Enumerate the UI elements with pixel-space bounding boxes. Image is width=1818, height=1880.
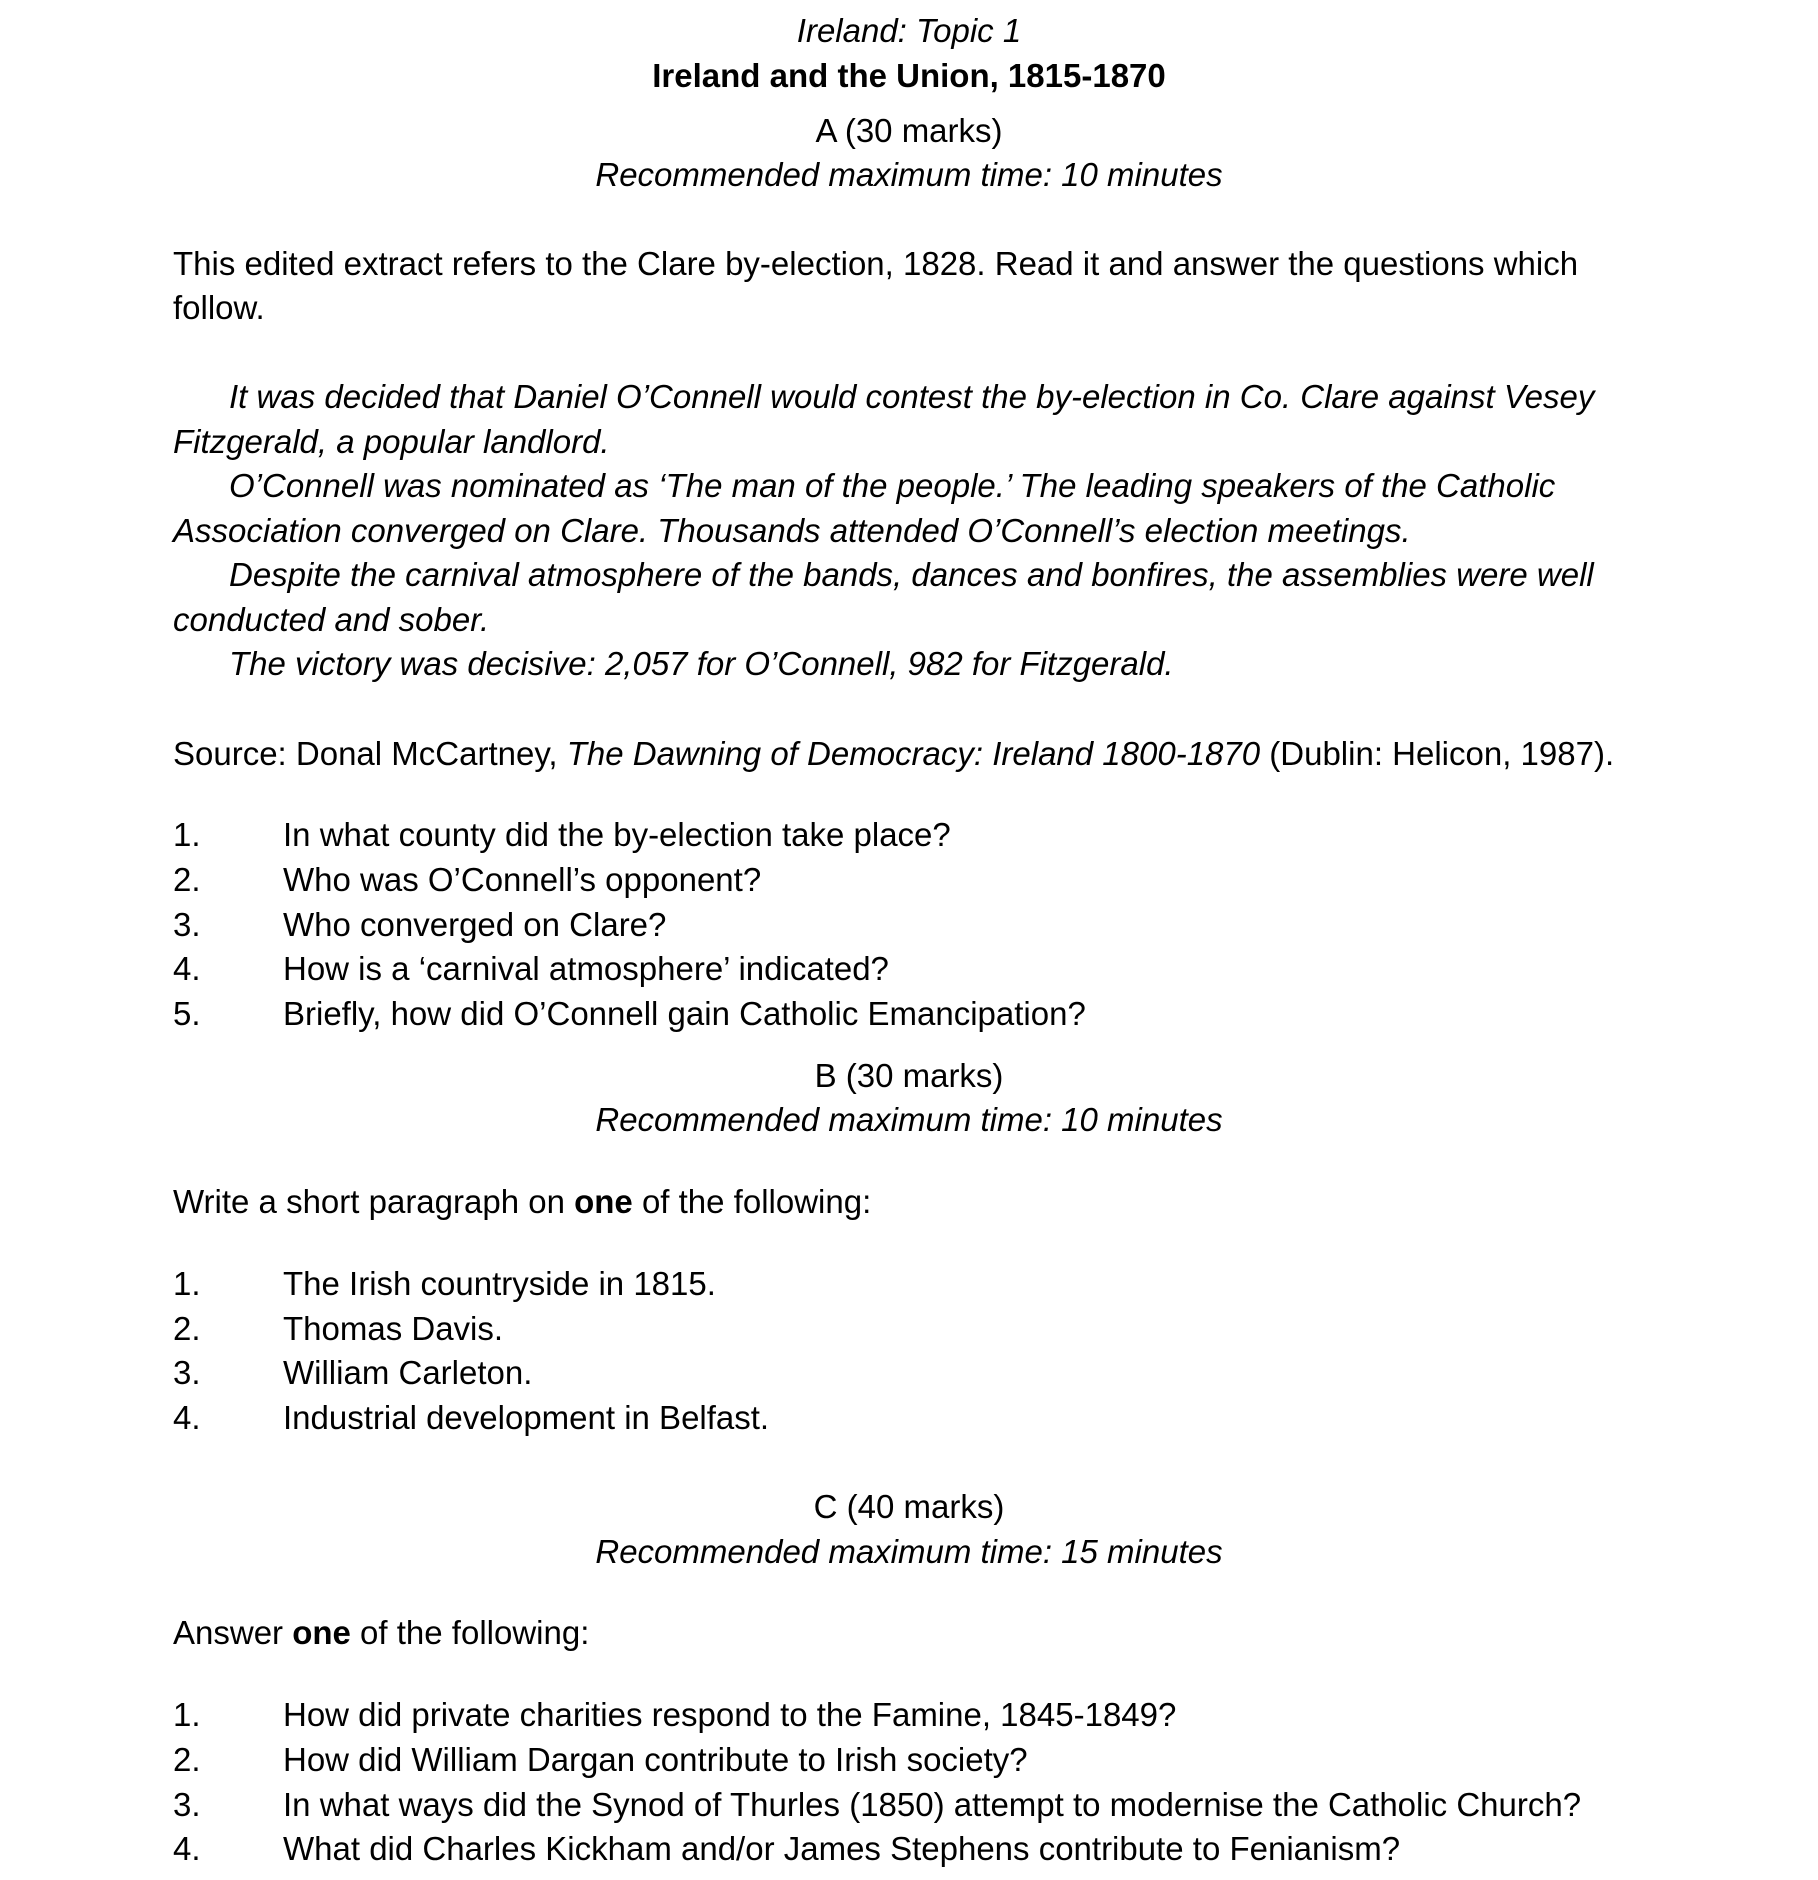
extract-line: conducted and sober. — [173, 601, 490, 638]
question-text: Who was O’Connell’s opponent? — [283, 861, 762, 898]
question-text: Briefly, how did O’Connell gain Catholic Emancipation? — [283, 995, 1086, 1032]
question-number: 1. — [173, 1696, 201, 1733]
question-text: Who converged on Clare? — [283, 906, 667, 943]
source-suffix: (Dublin: Helicon, 1987). — [1260, 735, 1615, 772]
source-citation — [173, 735, 1614, 773]
extract-line: It was decided that Daniel O’Connell would contest the by-election in Co. Clare against Vesey — [229, 378, 1595, 415]
question-number: 2. — [173, 1310, 201, 1347]
section-c-intro — [173, 1614, 589, 1652]
section-a-heading: A (30 marks) — [815, 112, 1003, 149]
question-number: 4. — [173, 950, 201, 987]
source-book-title: The Dawning of Democracy: Ireland 1800-1870 — [566, 735, 1261, 772]
section-a-intro-cont: follow. — [173, 289, 265, 326]
page-title: Ireland and the Union, 1815-1870 — [652, 57, 1166, 94]
question-text: In what ways did the Synod of Thurles (1850) attempt to modernise the Catholic Church? — [283, 1786, 1582, 1823]
intro-text: Write a short paragraph on — [173, 1183, 575, 1220]
section-a-time: Recommended maximum time: 10 minutes — [595, 156, 1223, 193]
question-text: William Carleton. — [283, 1354, 533, 1391]
section-b-heading: B (30 marks) — [814, 1057, 1004, 1094]
extract-line: The victory was decisive: 2,057 for O’Connell, 982 for Fitzgerald. — [229, 645, 1174, 682]
section-b-intro — [173, 1183, 871, 1221]
extract-line: Fitzgerald, a popular landlord. — [173, 423, 610, 460]
question-text: How is a ‘carnival atmosphere’ indicated? — [283, 950, 889, 987]
question-number: 3. — [173, 1354, 201, 1391]
section-c-heading: C (40 marks) — [813, 1488, 1005, 1525]
extract-line: Association converged on Clare. Thousands attended O’Connell’s election meetings. — [173, 512, 1411, 549]
intro-emphasis: one — [574, 1183, 633, 1220]
question-number: 2. — [173, 861, 201, 898]
topic-label: Ireland: Topic 1 — [796, 12, 1022, 49]
section-a-intro: This edited extract refers to the Clare by-election, 1828. Read it and answer the questions which — [173, 245, 1579, 282]
question-text: In what county did the by-election take place? — [283, 816, 951, 853]
intro-text: of the following: — [632, 1183, 872, 1220]
question-text: Industrial development in Belfast. — [283, 1399, 770, 1436]
extract-line: Despite the carnival atmosphere of the bands, dances and bonfires, the assemblies were well — [229, 556, 1594, 593]
question-number: 2. — [173, 1741, 201, 1778]
question-number: 3. — [173, 1786, 201, 1823]
question-number: 1. — [173, 1265, 201, 1302]
question-text: How did private charities respond to the Famine, 1845-1849? — [283, 1696, 1177, 1733]
question-text: How did William Dargan contribute to Irish society? — [283, 1741, 1028, 1778]
question-text: Thomas Davis. — [283, 1310, 504, 1347]
extract-line: O’Connell was nominated as ‘The man of the people.’ The leading speakers of the Catholic — [229, 467, 1556, 504]
intro-text: of the following: — [350, 1614, 590, 1651]
question-number: 1. — [173, 816, 201, 853]
question-number: 4. — [173, 1830, 201, 1867]
intro-text: Answer — [173, 1614, 293, 1651]
section-b-time: Recommended maximum time: 10 minutes — [595, 1101, 1223, 1138]
question-number: 5. — [173, 995, 201, 1032]
question-number: 4. — [173, 1399, 201, 1436]
section-c-time: Recommended maximum time: 15 minutes — [595, 1533, 1223, 1570]
intro-emphasis: one — [292, 1614, 351, 1651]
question-text: What did Charles Kickham and/or James Stephens contribute to Fenianism? — [283, 1830, 1401, 1867]
question-text: The Irish countryside in 1815. — [283, 1265, 716, 1302]
source-prefix: Source: Donal McCartney, — [173, 735, 567, 772]
question-number: 3. — [173, 906, 201, 943]
